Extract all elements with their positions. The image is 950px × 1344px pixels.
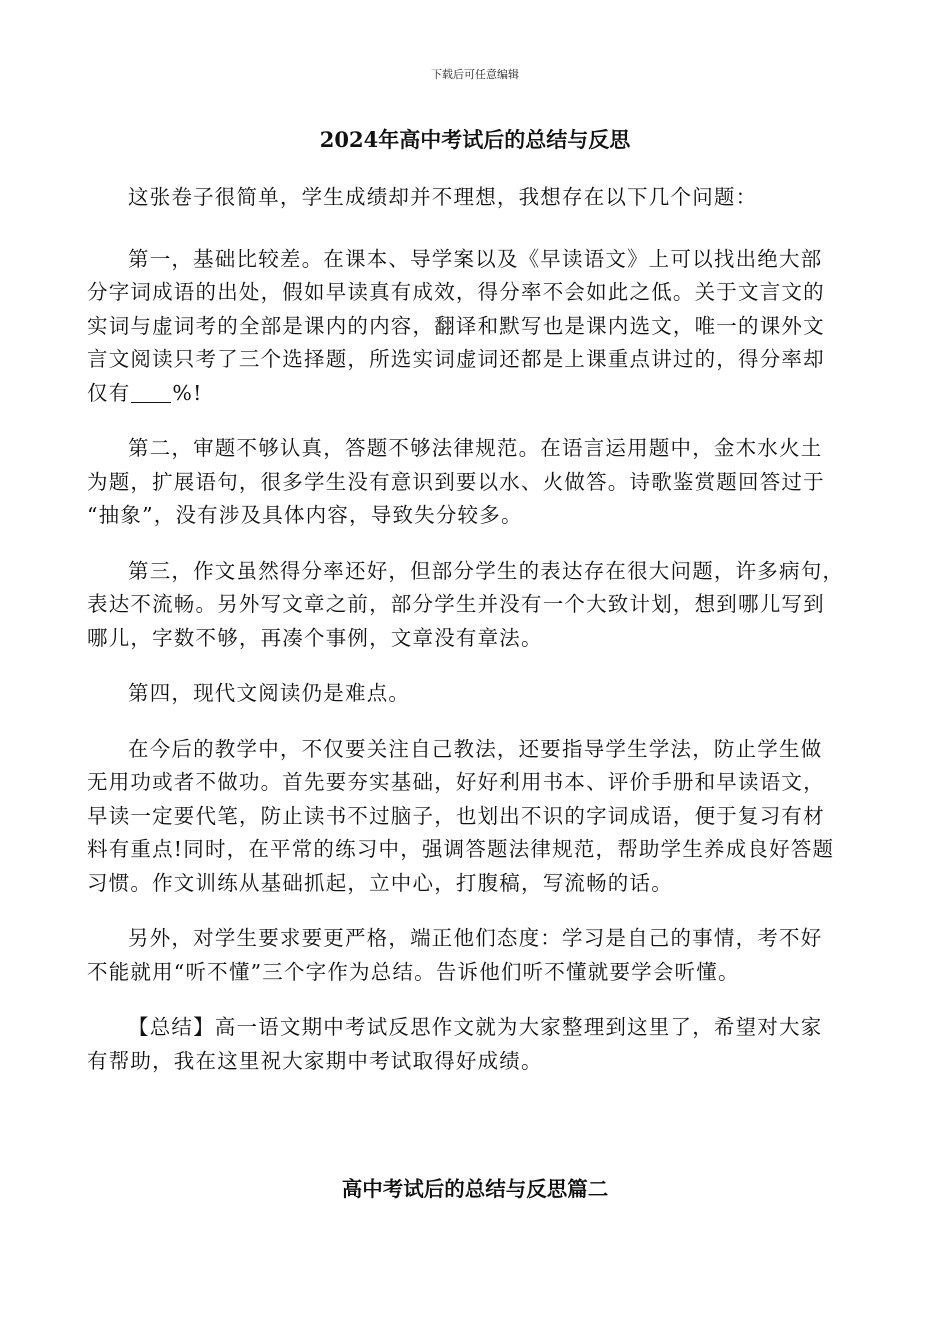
paragraph-text: 这张卷子很简单，学生成绩却并不理想，我想存在以下几个问题： bbox=[128, 185, 758, 209]
paragraph-5 bbox=[87, 733, 865, 901]
paragraph-summary bbox=[87, 1011, 865, 1078]
document-body bbox=[87, 181, 865, 1100]
document-title: 2024年高中考试后的总结与反思 bbox=[319, 127, 631, 152]
paragraph-line: 表达不流畅。另外写文章之前，部分学生并没有一个大致计划，想到哪儿写到 bbox=[87, 592, 825, 616]
paragraph-line: 不能就用“听不懂”三个字作为总结。告诉他们听不懂就要学会听懂。 bbox=[87, 959, 740, 984]
header-note: 下载后可任意编辑 bbox=[431, 68, 519, 81]
paragraph-line: 第一，基础比较差。在课本、导学案以及《早读语文》上可以找出绝大部 bbox=[128, 246, 823, 271]
paragraph-line: 早读一定要代笔，防止读书不过脑子，也划出不识的字词成语，便于复习有材 bbox=[87, 803, 825, 828]
paragraph-3 bbox=[87, 555, 865, 656]
paragraph-line: 第二，审题不够认真，答题不够法律规范。在语言运用题中，金木水火土 bbox=[128, 436, 823, 460]
paragraph-4 bbox=[87, 677, 865, 711]
paragraph-2 bbox=[87, 432, 865, 533]
paragraph-line: 为题，扩展语句，很多学生没有意识到要以水、火做答。诗歌鉴赏题回答过于 bbox=[87, 469, 825, 494]
paragraph-line bbox=[87, 377, 865, 411]
paragraph-1 bbox=[87, 243, 865, 411]
paragraph-line: 习惯。作文训练从基础抓起，立中心，打腹稿，写流畅的话。 bbox=[87, 870, 673, 895]
paragraph-text: 第四，现代文阅读仍是难点。 bbox=[128, 681, 411, 705]
section-title: 高中考试后的总结与反思篇二 bbox=[341, 1177, 609, 1201]
paragraph-line: 另外，对学生要求要更严格，端正他们态度：学习是自己的事情，考不好 bbox=[128, 926, 823, 950]
paragraph-6 bbox=[87, 922, 865, 989]
paragraph-line: 无用功或者不做功。首先要夯实基础，好好利用书本、评价手册和早读语文， bbox=[87, 770, 825, 794]
paragraph-line: 【总结】高一语文期中考试反思作文就为大家整理到这里了，希望对大家 bbox=[128, 1015, 823, 1039]
line-text: %! bbox=[172, 380, 203, 405]
paragraph-line: 在今后的教学中，不仅要关注自己教法，还要指导学生学法，防止学生做 bbox=[128, 736, 823, 761]
paragraph-line: 实词与虚词考的全部是课内的内容，翻译和默写也是课内选文，唯一的课外文 bbox=[87, 313, 825, 338]
fill-in-blank bbox=[131, 384, 171, 403]
paragraph-line: 言文阅读只考了三个选择题，所选实词虚词还都是上课重点讲过的，得分率却 bbox=[87, 347, 825, 371]
paragraph-intro bbox=[87, 181, 865, 215]
paragraph-line: 哪儿，字数不够，再凑个事例，文章没有章法。 bbox=[87, 625, 543, 650]
paragraph-line: 第三，作文虽然得分率还好，但部分学生的表达存在很大问题，许多病句， bbox=[128, 558, 845, 583]
paragraph-line: 分字词成语的出处，假如早读真有成效，得分率不会如此之低。关于文言文的 bbox=[87, 280, 825, 304]
paragraph-line: “抽象”，没有涉及具体内容，导致失分较多。 bbox=[87, 503, 523, 527]
paragraph-line: 料有重点!同时，在平常的练习中，强调答题法律规范，帮助学生养成良好答题 bbox=[87, 837, 835, 861]
line-text: 仅有 bbox=[87, 380, 131, 405]
paragraph-line: 有帮助，我在这里祝大家期中考试取得好成绩。 bbox=[87, 1048, 543, 1073]
